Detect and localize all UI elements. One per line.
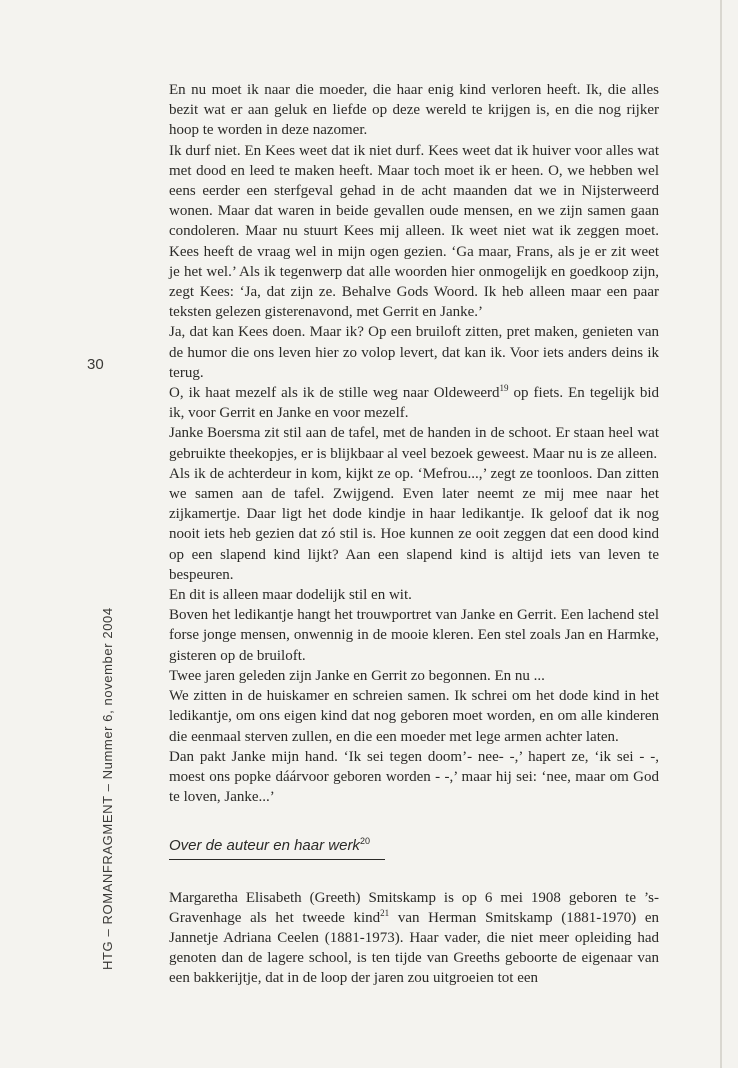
paragraph-text: van Herman Smitskamp (1881-1970) en Jannetje Adriana Ceelen (1881-1973). Haar vader, die niet meer opleiding had genoten dan de lagere school, is ten tijde van Greeths geboorte de eigenaar van een bakkerijtje, dat in de loop der jaren zou uitgroeien tot een bbox=[169, 909, 660, 987]
body-paragraph: Ik durf niet. En Kees weet dat ik niet durf. Kees weet dat ik huiver voor alles wat met dood en leed te maken heeft. Maar toch moet ik er heen. O, we hebben wel eens eerder een sterfgeval gehad in de acht maanden dat we in Nijsterweerd wonen. Maar dat waren in beide gevallen oude mensen, en we zijn samen gaan condoleren. Maar nu stuurt Kees mij alleen. Ik weet niet wat ik zeggen moet. Kees heeft de vraag wel in mijn ogen gezien. ‘Ga maar, Frans, als je er zit weet je het wel.’ Als ik tegenwerp dat alle woorden hier onmogelijk en goedkoop zijn, zegt Kees: ‘Ja, dat zijn ze. Behalve Gods Woord. Ik heb alleen maar een paar teksten gelezen gisterenavond, met Gerrit en Janke.’ bbox=[169, 142, 659, 321]
body-paragraph: Boven het ledikantje hangt het trouwportret van Janke en Gerrit. Een lachend stel forse jonge mensen, onwennig in de mooie kleren. Een stel zoals Jan en Harmke, gisteren op de bruiloft. bbox=[169, 607, 659, 664]
body-paragraph: En dit is alleen maar dodelijk stil en wit. bbox=[169, 587, 412, 604]
section-heading-text: Over de auteur en haar werk bbox=[169, 837, 360, 855]
body-paragraph: Als ik de achterdeur in kom, kijkt ze op. ‘Mefrou...,’ zegt ze toonloos. Dan zitten we samen aan de tafel. Zwijgend. Even later neemt ze mij mee naar het zijkamertje. Daar ligt het dode kindje in haar ledikantje. Ik geloof dat ik nog nooit iets heb gezien dat zó stil is. Hoe kunnen ze ooit zeggen dat een dood kind op een slapend kind lijkt? Aan een slapend kind is altijd iets van leven te bespeuren. bbox=[169, 465, 659, 583]
page-number: 30 bbox=[87, 356, 104, 373]
paragraph-text: op fiets. En tegelijk bid ik, voor Gerrit en Janke en voor mezelf. bbox=[169, 385, 659, 422]
body-paragraph: Janke Boersma zit stil aan de tafel, met de handen in de schoot. Er staan heel wat gebruikte theekopjes, er is blijkbaar al veel bezoek geweest. Maar nu is ze alleen. bbox=[169, 425, 659, 462]
section-heading bbox=[169, 836, 385, 859]
bio-paragraph bbox=[169, 888, 659, 989]
text-column bbox=[169, 80, 659, 989]
footnote-marker: 19 bbox=[499, 383, 509, 394]
footnote-marker: 21 bbox=[380, 907, 390, 918]
body-paragraph-footnoted bbox=[169, 383, 659, 423]
page-edge bbox=[720, 0, 722, 1068]
body-paragraph: Dan pakt Janke mijn hand. ‘Ik sei tegen doom’- nee- -,’ hapert ze, ‘ik sei - -, moest ons popke dáárvoor geboren worden - -,’ maar hij sei: ‘nee, maar om God te loven, Janke...’ bbox=[169, 748, 659, 806]
paragraph-text: Margaretha Elisabeth (Greeth) Smitskamp is op 6 mei 1908 geboren te ’s-Gravenhage als het tweede kind bbox=[169, 889, 659, 926]
body-paragraph: Twee jaren geleden zijn Janke en Gerrit zo begonnen. En nu ... bbox=[169, 667, 545, 684]
body-paragraph: En nu moet ik naar die moeder, die haar enig kind verloren heeft. Ik, die alles bezit wat er aan geluk en liefde op deze wereld te krijgen is, en die nog rijker hoop te worden in deze nazomer. bbox=[169, 82, 659, 139]
footnote-marker: 20 bbox=[359, 836, 370, 847]
body-paragraph: We zitten in de huiskamer en schreien samen. Ik schrei om het dode kind in het ledikantje, om ons eigen kind dat nog geboren moet worden, en om alle kinderen die eenmaal sterven zullen, en die een moeder met lege armen achter laten. bbox=[169, 688, 659, 745]
body-paragraph: Ja, dat kan Kees doen. Maar ik? Op een bruiloft zitten, pret maken, genieten van de humor die ons leven hier zo volop levert, dat kan ik. Voor iets anders deins ik terug. bbox=[169, 324, 659, 381]
paragraph-text: O, ik haat mezelf als ik de stille weg naar Oldeweerd bbox=[169, 385, 500, 402]
running-head: HTG – ROMANFRAGMENT – Nummer 6, november 2004 bbox=[100, 607, 115, 970]
